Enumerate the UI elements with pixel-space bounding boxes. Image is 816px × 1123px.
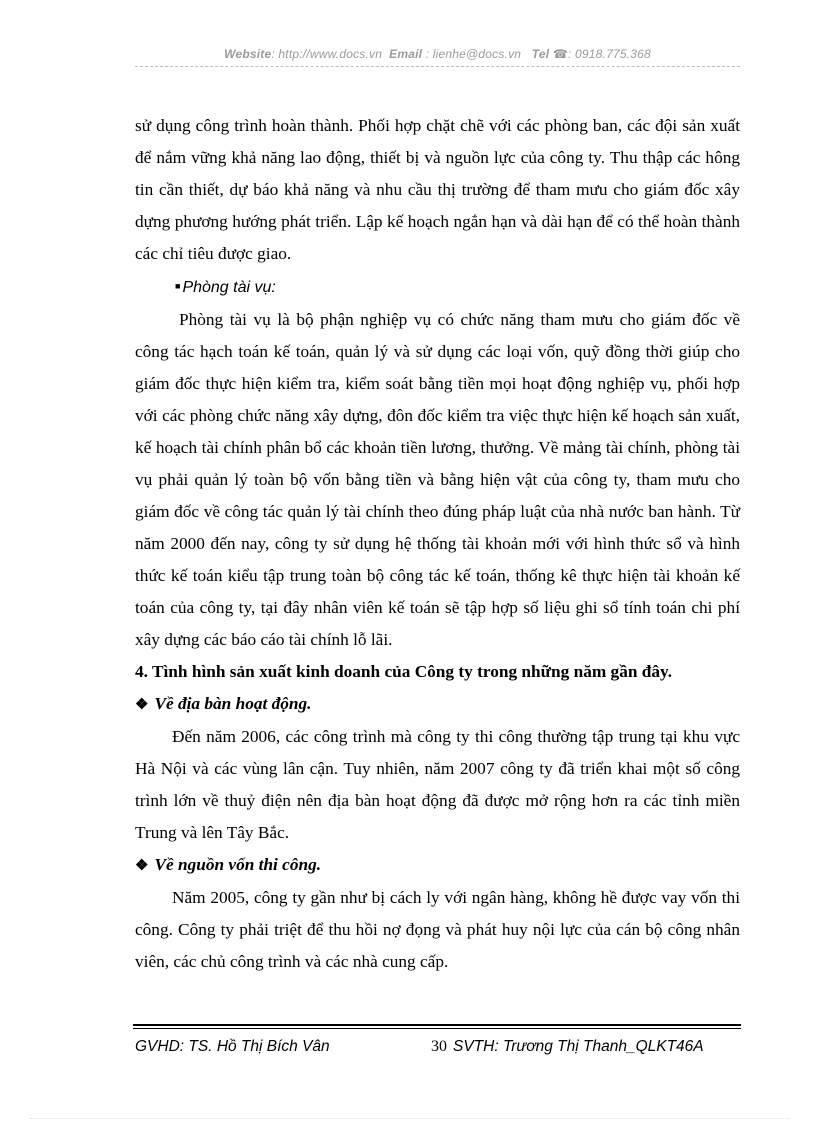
paragraph-finance-dept: Phòng tài vụ là bộ phận nghiệp vụ có chức năng tham mưu cho giám đốc về công tác hạch toán kế toán, quản lý và sử dụng các loại vốn, quỹ đồng thời giúp cho giám đốc thực hiện kiểm tra, kiểm soát bằng tiền mọi hoạt động nghiệp vụ, phối hợp với các phòng chức năng xây dựng, đôn đốc kiểm tra việc thực hiện kế hoạch sản xuất, kế hoạch tài chính phân bổ các khoản tiền lương, thưởng. Về mảng tài chính, phòng tài vụ phải quản lý toàn bộ vốn bằng tiền và bằng hiện vật của công ty, tham mưu cho giám đốc về công tác quản lý tài chính theo đúng pháp luật của nhà nước ban hành. Từ năm 2000 đến nay, công ty sử dụng hệ thống tài khoản mới với hình thức sổ và hình thức kế toán kiểu tập trung toàn bộ công tác kế toán, thống kê thực hiện tài khoản kế toán của công ty, tại đây nhân viên kế toán sẽ tập hợp số liệu ghi sổ tính toán chi phí xây dựng các báo cáo tài chính lỗ lãi. (135, 310, 740, 649)
paragraph-operating-area: Đến năm 2006, các công trình mà công ty thi công thường tập trung tại khu vực Hà Nội và các vùng lân cận. Tuy nhiên, năm 2007 công ty đã triển khai một số công trình lớn về thuỷ điện nên địa bàn hoạt động đã được mở rộng hơn ra các tỉnh miền Trung và lên Tây Bắc. (135, 727, 740, 842)
footer-divider-thick (133, 1024, 741, 1026)
tel-label: Tel (531, 47, 550, 61)
website-label: Website (224, 47, 272, 61)
document-body (135, 110, 740, 978)
subheading-finance-label: Phòng tài vụ: (182, 279, 276, 296)
square-bullet-icon: ■ (175, 281, 181, 291)
heading-construction-capital (135, 849, 740, 882)
heading-operating-area-label: Về địa bàn hoạt động. (154, 694, 312, 713)
page-header (135, 47, 740, 61)
footer-divider-thin (133, 1028, 741, 1029)
heading-operating-area (135, 688, 740, 721)
website-value[interactable]: : http://www.docs.vn (271, 47, 383, 61)
phone-icon: ☎ (552, 47, 568, 61)
student-name: SVTH: Trương Thị Thanh_QLKT46A (453, 1038, 704, 1055)
heading-construction-capital-label: Về nguồn vốn thi công. (154, 855, 322, 874)
header-divider (135, 66, 740, 67)
page-bottom-edge (30, 1118, 790, 1119)
diamond-bullet-icon: ❖ (135, 858, 149, 874)
email-label: Email (389, 47, 423, 61)
section-4-title: 4. Tình hình sản xuất kinh doanh của Công ty trong những năm gần đây. (135, 662, 673, 681)
email-value[interactable]: : lienhe@docs.vn (425, 47, 522, 61)
paragraph-planning: sử dụng công trình hoàn thành. Phối hợp chặt chẽ với các phòng ban, các đội sản xuất để nắm vững khả năng lao động, thiết bị và nguồn lực của công ty. Thu thập các hông tin cần thiết, dự báo khả năng và nhu cầu thị trường để tham mưu cho giám đốc xây dựng phương hướng phát triển. Lập kế hoạch ngắn hạn và dài hạn để có thể hoàn thành các chỉ tiêu được giao. (135, 116, 740, 263)
diamond-bullet-icon: ❖ (135, 697, 149, 713)
page-number: 30 (431, 1038, 447, 1055)
footer-right (431, 1038, 704, 1056)
supervisor-name: GVHD: TS. Hồ Thị Bích Vân (135, 1038, 330, 1055)
subheading-finance-dept (135, 270, 740, 304)
tel-value: : 0918.775.368 (567, 47, 651, 61)
paragraph-construction-capital: Năm 2005, công ty gần như bị cách ly với ngân hàng, không hề được vay vốn thi công. Công ty phải triệt để thu hồi nợ đọng và phát huy nội lực của cán bộ công nhân viên, các chủ công trình và các nhà cung cấp. (135, 888, 740, 971)
